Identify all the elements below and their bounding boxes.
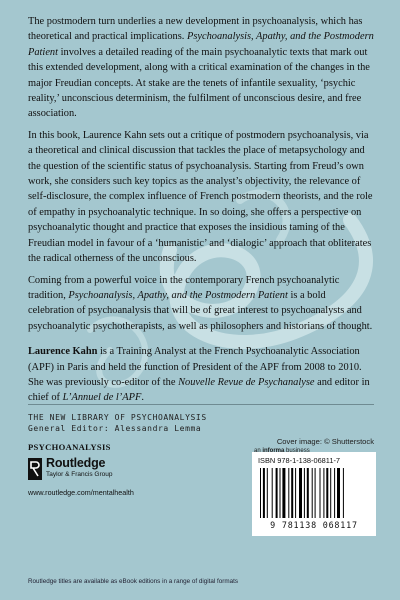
blurb-text: is a Training Analyst at the French Psychoanalytic Association (APF) in Paris and held the function of President of the APF from 2008 to 2010. She was previously co-editor of the [28,346,362,388]
informa-prefix: an [254,448,263,454]
barcode-bar [280,468,281,518]
barcode-bar [323,468,324,518]
blurb-paragraph-3 [28,273,374,335]
barcode-bar [288,468,289,518]
isbn-digits: 9 781138 068117 [270,520,358,530]
barcode-bar [299,468,302,518]
publisher-block [28,456,218,516]
barcode-bar [334,468,335,518]
barcode-bar [272,468,273,518]
barcode-panel [252,452,376,536]
book-title: Psychoanalysis, Apathy, and the Postmodern Patient [28,31,374,58]
cover-image-credit: Cover image: © Shutterstock [276,437,374,446]
barcode-bar [304,468,305,518]
publisher-url: www.routledge.com/mentalhealth [28,488,134,497]
subject-category: PSYCHOANALYSIS [28,442,111,452]
barcode-bar [295,468,296,518]
blurb-text: The postmodern turn underlies a new development in psychoanalysis, which has theoretical and practical implications. [28,16,363,43]
blurb-text: . [141,392,144,404]
series-name: THE NEW LIBRARY OF PSYCHOANALYSIS [28,413,207,422]
back-cover-blurb [28,14,374,412]
barcode-bar [330,468,331,518]
publisher-name: Routledge [46,456,106,470]
ebook-note: Routledge titles are available as eBook editions in a range of digital formats [28,578,239,585]
barcode-icon [260,468,368,518]
barcode-bar [282,468,285,518]
isbn-label: ISBN 978-1-138-06811-7 [258,456,341,465]
blurb-text: and editor in chief of [28,376,370,404]
series-divider [28,404,374,405]
blurb-paragraph-2: In this book, Laurence Kahn sets out a critique of postmodern psychoanalysis, via a theoretical and clinical discussion that tackles the place of metapsychology and the question of the scientific status of psychoanalysis. Starting from Freud’s own work, she considers such key topics as the analyst’s objectivity, the relevance of self-disclosure, the complex influence of French postmodern theorists, and the role of empathy in psychoanalytic technique. In so doing, she offers a perspective on psychoanalytic thought and practice that exposes the insidious taming of the Freudian model in favour of a ‘humanistic’ and ‘dialogic’ approach that obliterates the radical otherness of the unconscious. [28,129,373,265]
barcode-bar [315,468,316,518]
barcode-bar [291,468,293,518]
journal-title: L’Annuel de l’APF [62,392,142,404]
series-info [28,412,207,434]
informa-brand: informa [262,448,285,454]
book-title: Psychoanalysis, Apathy, and the Postmodern Patient [68,289,288,301]
barcode-bar [312,468,313,518]
barcode-bar [267,468,268,518]
barcode-bar [343,468,344,518]
barcode-bar [260,468,261,518]
publisher-group: Taylor & Francis Group [46,471,113,478]
informa-tagline [254,448,310,454]
informa-suffix: business [284,448,310,454]
barcode-bar [307,468,309,518]
blurb-text: involves a detailed reading of the main psychoanalytic texts that mark out this extended development, along with a critical examination of the changes in the major Freudian concepts. At stake are the tenets of infantile sexuality, ‘psychic reality,’ unconscious determinism, the fulfilment of unconscious desire, and free association. [28,46,370,120]
series-editor: General Editor: Alessandra Lemma [28,424,202,433]
barcode-bar [337,468,340,518]
barcode-bar [320,468,321,518]
blurb-text: Coming from a powerful voice in the contemporary French psychoanalytic tradition, [28,274,340,301]
barcode-bar [263,468,265,518]
blurb-paragraph-1 [28,14,374,122]
barcode-bar [276,468,278,518]
barcode-bar [326,468,328,518]
routledge-logo-icon [28,458,42,480]
journal-title: Nouvelle Revue de Psychanalyse [178,376,315,388]
author-name: Laurence Kahn [28,346,98,358]
author-bio [28,344,374,406]
blurb-text: is a bold celebration of psychoanalysis that will be of great interest to psychoanalysts and psychoanalytic psychotherapists, as well as philosophers and historians of thought. [28,289,373,332]
